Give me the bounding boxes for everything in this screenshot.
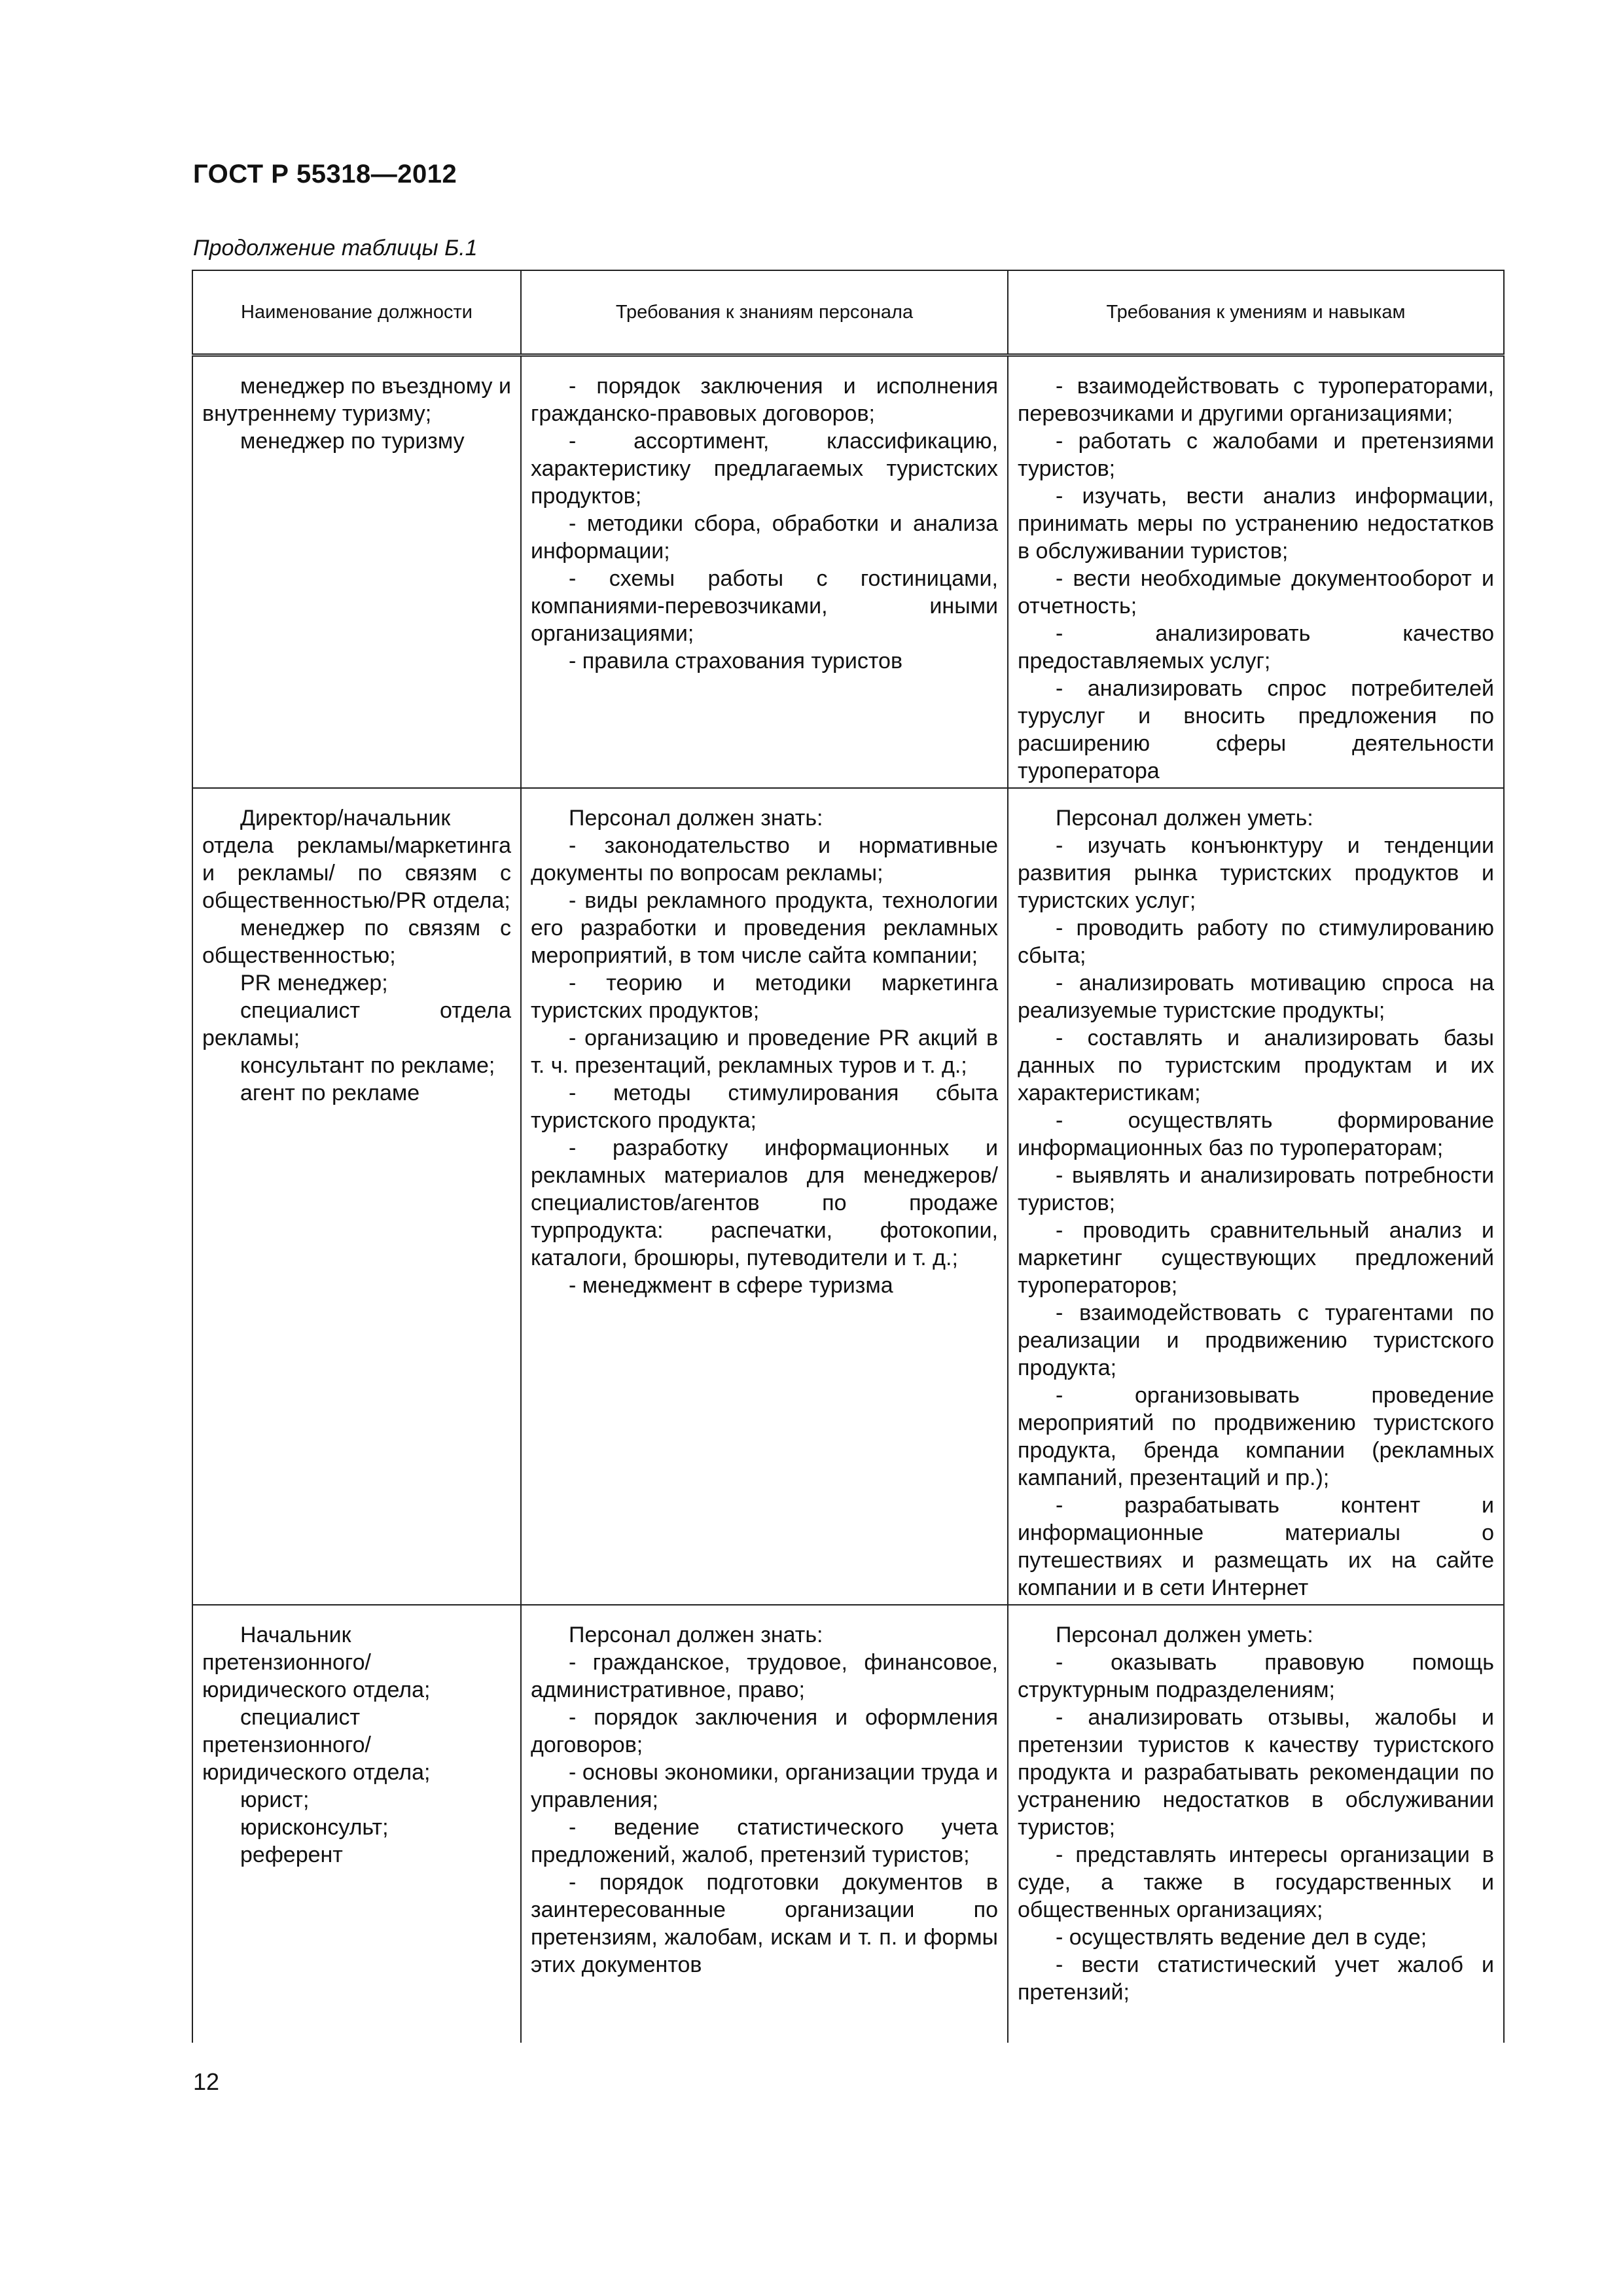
knowledge-cell [521, 1605, 1008, 2043]
table-caption: Продолжение таблицы Б.1 [193, 236, 478, 260]
table-row [192, 355, 1504, 789]
cell-paragraph: - порядок заключения и оформления договоров; [531, 1705, 998, 1757]
cell-paragraph: - представлять интересы организации в суде, а также в государственных и общественных организациях; [1018, 1842, 1494, 1922]
cell-paragraph: - изучать конъюнктуру и тенденции развития рынка туристских продуктов и туристских услуг; [1018, 833, 1494, 913]
position-cell [192, 355, 521, 789]
cell-paragraph: специалист отдела рекламы; [202, 998, 511, 1050]
cell-paragraph: Начальник претензионного/юридического отдела; [202, 1623, 431, 1702]
cell-paragraph: - организацию и проведение PR акций в т. ч. презентаций, рекламных туров и т. д.; [531, 1026, 998, 1078]
cell-paragraph: - анализировать спрос потребителей туруслуг и вносить предложения по расширению сферы деятельности туроператора [1018, 676, 1494, 783]
cell-paragraph: менеджер по въездному и внутреннему туризму; [202, 374, 511, 426]
cell-paragraph: - методики сбора, обработки и анализа информации; [531, 511, 998, 564]
cell-paragraph: Персонал должен уметь: [1056, 1623, 1313, 1647]
cell-paragraph: - законодательство и нормативные документы по вопросам рекламы; [531, 833, 998, 886]
cell-paragraph: - ведение статистического учета предложений, жалоб, претензий туристов; [531, 1815, 998, 1867]
cell-paragraph: - менеджмент в сфере туризма [569, 1273, 893, 1298]
cell-paragraph: консультант по рекламе; [240, 1053, 495, 1078]
cell-paragraph: - методы стимулирования сбыта туристского продукта; [531, 1081, 998, 1133]
cell-paragraph: - порядок заключения и исполнения гражданско-правовых договоров; [531, 374, 998, 426]
cell-paragraph: юрисконсульт; [240, 1815, 389, 1840]
cell-paragraph: - правила страхования туристов [569, 649, 903, 673]
cell-paragraph: - разрабатывать контент и информационные материалы о путешествиях и размещать их на сайте компании и в сети Интернет [1018, 1493, 1494, 1600]
cell-paragraph: Персонал должен уметь: [1056, 806, 1313, 831]
cell-paragraph: - взаимодействовать с турагентами по реализации и продвижению туристского продукта; [1018, 1300, 1494, 1380]
cell-paragraph: - анализировать мотивацию спроса на реализуемые туристские продукты; [1018, 971, 1494, 1023]
position-cell [192, 1605, 521, 2043]
cell-paragraph: - схемы работы с гостиницами, компаниями-перевозчиками, иными организациями; [531, 566, 998, 646]
column-header-knowledge: Требования к знаниям персонала [521, 270, 1008, 355]
cell-paragraph: - работать с жалобами и претензиями туристов; [1018, 429, 1494, 481]
cell-paragraph: - виды рекламного продукта, технологии его разработки и проведения рекламных мероприятий, в том числе сайта компании; [531, 888, 998, 968]
cell-paragraph: - гражданское, трудовое, финансовое, административное, право; [531, 1650, 998, 1702]
table-header-row [192, 270, 1504, 355]
skills-cell [1008, 1605, 1504, 2043]
cell-paragraph: - изучать, вести анализ информации, принимать меры по устранению недостатков в обслуживании туристов; [1018, 484, 1494, 564]
cell-paragraph: Персонал должен знать: [569, 806, 823, 831]
cell-paragraph: - разработку информационных и рекламных материалов для менеджеров/специалистов/агентов по продаже турпродукта: распечатки, фотокопии, каталоги, брошюры, путеводители и т. д.; [531, 1136, 998, 1270]
cell-paragraph: - организовывать проведение мероприятий по продвижению туристского продукта, бренда компании (рекламных кампаний, презентаций и пр.); [1018, 1383, 1494, 1490]
cell-paragraph: - проводить сравнительный анализ и маркетинг существующих предложений туроператоров; [1018, 1218, 1494, 1298]
requirements-table [192, 270, 1505, 2043]
skills-cell [1008, 355, 1504, 789]
cell-paragraph: юрист; [240, 1787, 310, 1812]
cell-paragraph: - осуществлять ведение дел в суде; [1056, 1925, 1427, 1950]
cell-paragraph: - вести необходимые документооборот и отчетность; [1018, 566, 1494, 619]
cell-paragraph: - анализировать качество предоставляемых услуг; [1018, 621, 1494, 673]
cell-paragraph: PR менеджер; [240, 971, 388, 996]
cell-paragraph: агент по рекламе [240, 1081, 420, 1105]
cell-paragraph: менеджер по туризму [240, 429, 465, 454]
cell-paragraph: - оказывать правовую помощь структурным подразделениям; [1018, 1650, 1494, 1702]
column-header-skills: Требования к умениям и навыкам [1008, 270, 1504, 355]
page-number: 12 [193, 2068, 220, 2095]
cell-paragraph: - основы экономики, организации труда и управления; [531, 1760, 998, 1812]
cell-paragraph: референт [240, 1842, 343, 1867]
cell-paragraph: - теорию и методики маркетинга туристских продуктов; [531, 971, 998, 1023]
knowledge-cell [521, 355, 1008, 789]
cell-paragraph: специалист претензионного/ юридического отдела; [202, 1705, 431, 1785]
cell-paragraph: Директор/начальник отдела рекламы/маркетинга и рекламы/ по связям с общественностью/PR отдела; [202, 806, 511, 913]
cell-paragraph: - вести статистический учет жалоб и претензий; [1018, 1952, 1494, 2005]
cell-paragraph: менеджер по связям с общественностью; [202, 916, 511, 968]
cell-paragraph: - проводить работу по стимулированию сбыта; [1018, 916, 1494, 968]
knowledge-cell [521, 788, 1008, 1605]
cell-paragraph: - взаимодействовать с туроператорами, перевозчиками и другими организациями; [1018, 374, 1494, 426]
cell-paragraph: - анализировать отзывы, жалобы и претензии туристов к качеству туристского продукта и разрабатывать рекомендации по устранению недостатков в обслуживании туристов; [1018, 1705, 1494, 1840]
cell-paragraph: - ассортимент, классификацию, характеристику предлагаемых туристских продуктов; [531, 429, 998, 509]
table-row [192, 788, 1504, 1605]
position-cell [192, 788, 521, 1605]
cell-paragraph: - составлять и анализировать базы данных по туристским продуктам и их характеристикам; [1018, 1026, 1494, 1105]
cell-paragraph: - порядок подготовки документов в заинтересованные организации по претензиям, жалобам, искам и т. п. и формы этих документов [531, 1870, 998, 1977]
document-header: ГОСТ Р 55318—2012 [193, 160, 457, 188]
skills-cell [1008, 788, 1504, 1605]
cell-paragraph: - осуществлять формирование информационных баз по туроператорам; [1018, 1108, 1494, 1160]
cell-paragraph: - выявлять и анализировать потребности туристов; [1018, 1163, 1494, 1215]
column-header-position: Наименование должности [192, 270, 521, 355]
table-row [192, 1605, 1504, 2043]
cell-paragraph: Персонал должен знать: [569, 1623, 823, 1647]
